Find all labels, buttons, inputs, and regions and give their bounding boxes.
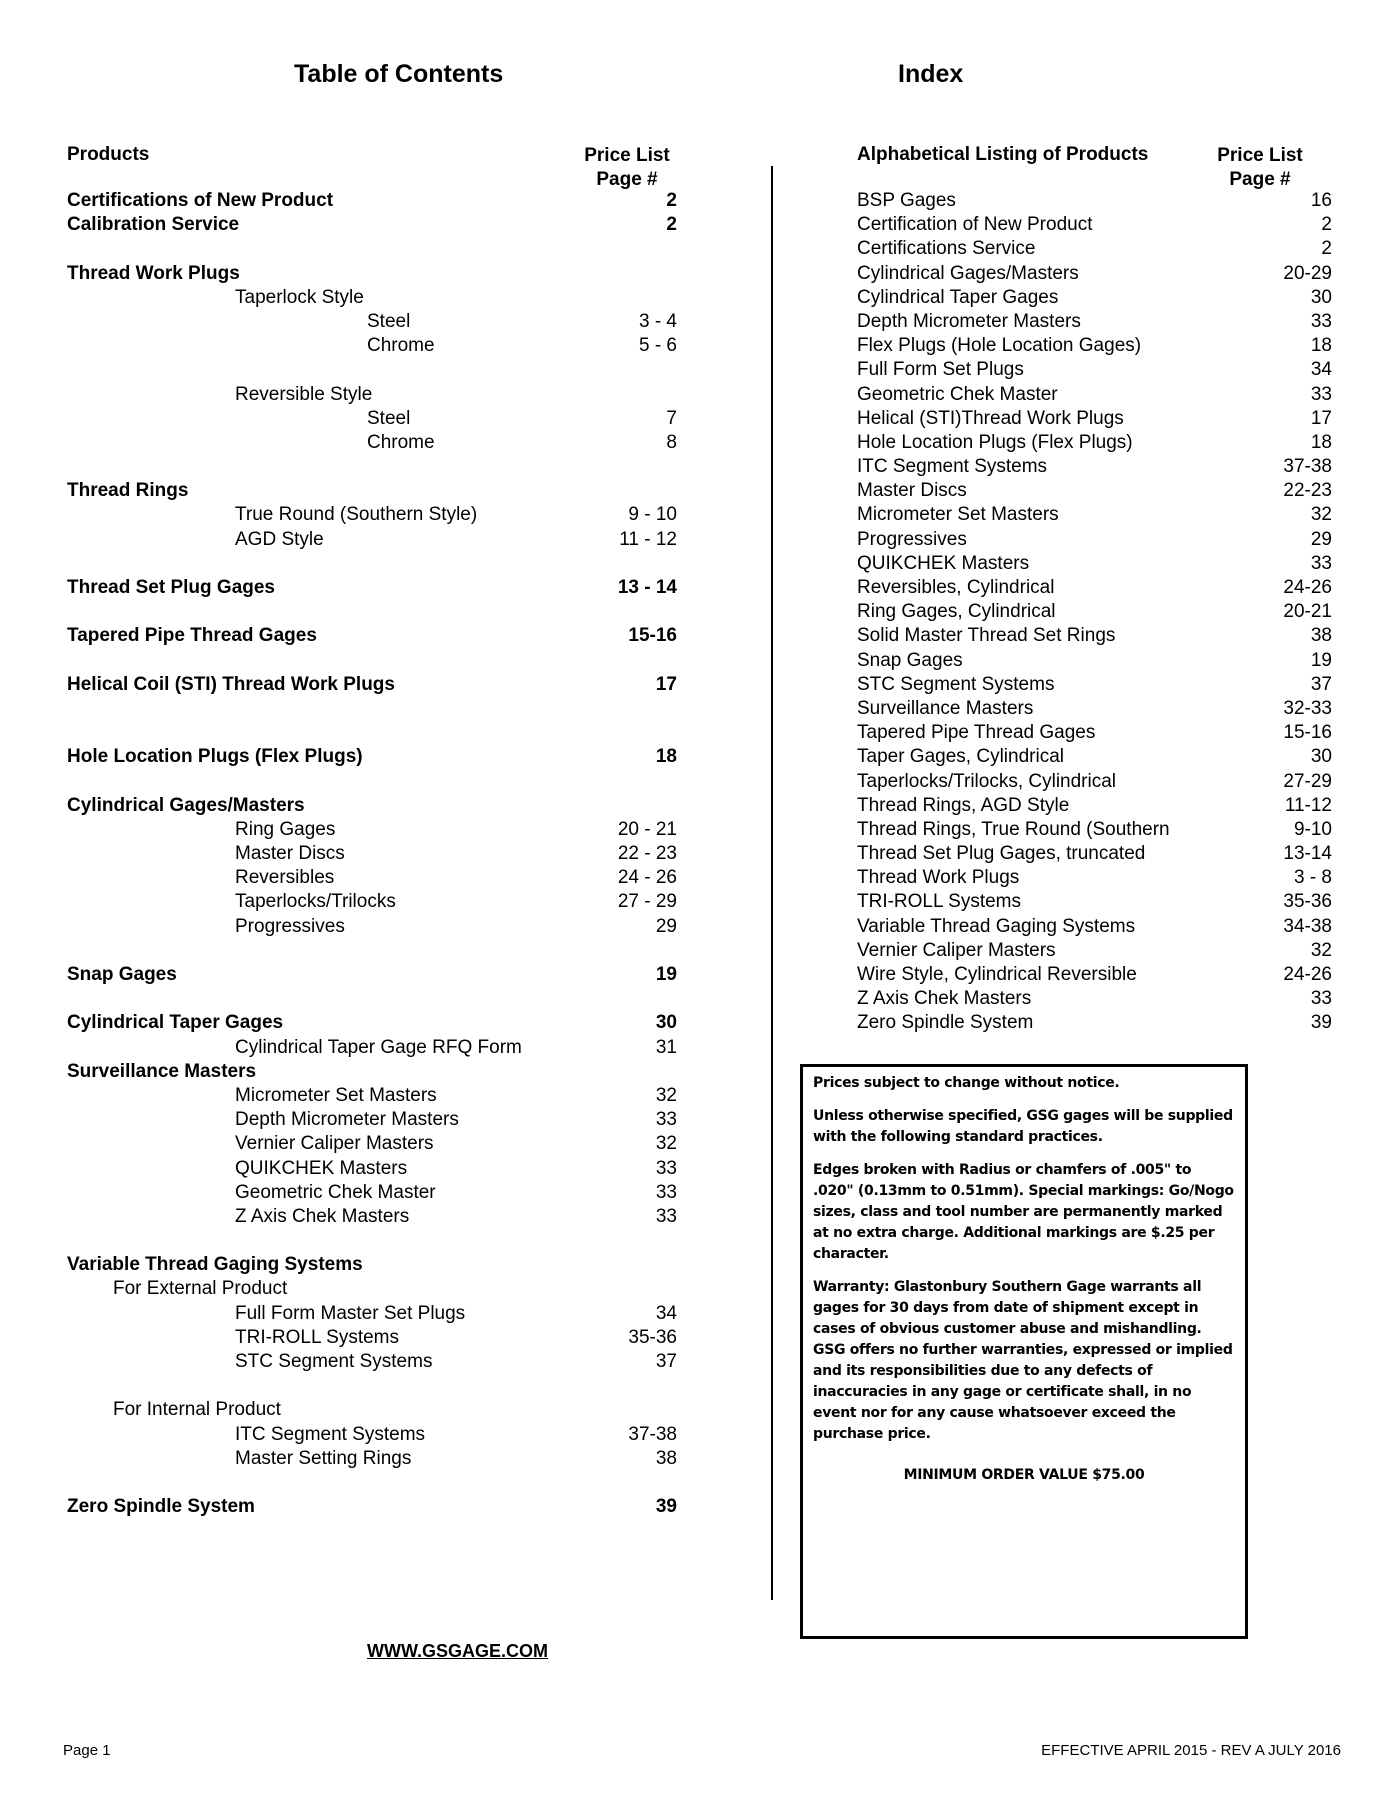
index-entry-page: 30	[1310, 746, 1332, 768]
toc-row	[67, 673, 677, 697]
toc-entry-page: 13 - 14	[617, 577, 677, 598]
toc-entry-page: 37	[655, 1351, 677, 1372]
index-entry-name: Snap Gages	[857, 649, 963, 671]
index-entry-page: 2	[1321, 214, 1332, 236]
toc-row	[67, 770, 677, 794]
index-row	[857, 673, 1332, 697]
toc-row	[67, 1229, 677, 1253]
index-entry-name: Ring Gages, Cylindrical	[857, 601, 1056, 623]
toc-title: Table of Contents	[294, 60, 504, 88]
index-entry-name: Cylindrical Gages/Masters	[857, 262, 1079, 284]
index-row	[857, 479, 1332, 503]
index-row	[857, 286, 1332, 310]
index-row	[857, 383, 1332, 407]
toc-entry-page: 31	[655, 1036, 677, 1058]
index-entry-name: Depth Micrometer Masters	[857, 310, 1081, 332]
notice-standard: Unless otherwise specified, GSG gages will be supplied with the following standard practices.	[813, 1108, 1233, 1145]
index-entry-page: 39	[1310, 1012, 1332, 1034]
toc-entry-page: 32	[655, 1133, 677, 1155]
index-row	[857, 939, 1332, 963]
toc-header-products: Products	[67, 144, 150, 165]
toc-entry-name: Cylindrical Taper Gages	[67, 1012, 284, 1034]
index-row	[857, 189, 1332, 213]
index-entry-name: Vernier Caliper Masters	[857, 939, 1056, 961]
index-row	[857, 963, 1332, 987]
index-rows	[857, 189, 1332, 1036]
toc-row	[67, 987, 677, 1011]
toc-rows	[67, 189, 677, 1519]
toc-entry-page: 11 - 12	[619, 528, 677, 550]
toc-row	[67, 1471, 677, 1495]
index-entry-name: Variable Thread Gaging Systems	[857, 915, 1136, 937]
toc-row	[67, 890, 677, 914]
toc-entry-name: For External Product	[113, 1278, 288, 1300]
index-row	[857, 770, 1332, 794]
index-entry-page: 32	[1310, 939, 1332, 961]
index-entry-name: Full Form Set Plugs	[857, 359, 1024, 381]
toc-entry-name: Thread Rings	[67, 480, 189, 502]
index-entry-name: QUIKCHEK Masters	[857, 552, 1030, 574]
toc-entry-name: Z Axis Chek Masters	[235, 1205, 410, 1227]
index-row	[857, 624, 1332, 648]
index-entry-page: 32-33	[1283, 697, 1332, 719]
toc-entry-page: 34	[655, 1302, 677, 1324]
index-entry-page: 35-36	[1283, 891, 1332, 913]
index-row	[857, 721, 1332, 745]
index-entry-page: 27-29	[1283, 770, 1332, 792]
index-row	[857, 866, 1332, 890]
toc-entry-page: 15-16	[628, 625, 677, 647]
toc-entry-name: Vernier Caliper Masters	[235, 1133, 434, 1155]
toc-row	[67, 1108, 677, 1132]
index-entry-name: Taper Gages, Cylindrical	[857, 746, 1064, 768]
index-row	[857, 915, 1332, 939]
toc-row	[67, 1302, 677, 1326]
index-entry-page: 11-12	[1284, 794, 1332, 816]
index-row	[857, 818, 1332, 842]
toc-entry-page: 18	[655, 746, 677, 768]
toc-row	[67, 1157, 677, 1181]
toc-row	[67, 1447, 677, 1471]
toc-entry-name: Tapered Pipe Thread Gages	[67, 625, 317, 647]
index-entry-page: 38	[1310, 625, 1332, 647]
index-entry-page: 37-38	[1283, 456, 1332, 478]
toc-entry-name: Cylindrical Taper Gage RFQ Form	[235, 1036, 522, 1058]
toc-entry-name: Hole Location Plugs (Flex Plugs)	[67, 746, 363, 768]
index	[857, 141, 1332, 1036]
toc-entry-name: Thread Work Plugs	[67, 262, 240, 284]
index-entry-page: 17	[1310, 407, 1332, 429]
toc-row	[67, 818, 677, 842]
toc-entry-name: Variable Thread Gaging Systems	[67, 1254, 363, 1276]
toc-row	[67, 842, 677, 866]
toc-entry-name: Geometric Chek Master	[235, 1181, 436, 1203]
index-entry-name: Cylindrical Taper Gages	[857, 286, 1059, 308]
index-entry-name: ITC Segment Systems	[857, 456, 1048, 478]
toc-row	[67, 189, 677, 213]
index-entry-page: 33	[1310, 383, 1332, 405]
toc-entry-page: 37-38	[628, 1423, 677, 1445]
toc-row	[67, 407, 677, 431]
index-entry-page: 13-14	[1283, 843, 1332, 865]
toc-entry-page: 2	[666, 214, 677, 236]
toc-row	[67, 286, 677, 310]
index-entry-name: Tapered Pipe Thread Gages	[857, 722, 1096, 744]
toc-entry-name: STC Segment Systems	[235, 1351, 433, 1372]
toc-entry-name: Helical Coil (STI) Thread Work Plugs	[67, 673, 395, 695]
index-row	[857, 407, 1332, 431]
index-header-price	[1200, 144, 1320, 192]
toc-row	[67, 455, 677, 479]
index-entry-page: 30	[1310, 286, 1332, 308]
toc-row	[67, 1181, 677, 1205]
toc-row	[67, 1423, 677, 1447]
toc-row	[67, 310, 677, 334]
index-row	[857, 455, 1332, 479]
toc-row	[67, 721, 677, 745]
toc-entry-page: 32	[655, 1084, 677, 1106]
toc-row	[67, 383, 677, 407]
index-entry-name: BSP Gages	[857, 190, 956, 211]
index-row	[857, 237, 1332, 261]
index-entry-page: 37	[1310, 673, 1332, 695]
index-entry-name: Certification of New Product	[857, 214, 1093, 236]
toc-entry-name: Snap Gages	[67, 964, 177, 985]
toc-header-page: Page #	[596, 169, 658, 190]
toc-row	[67, 745, 677, 769]
toc-row	[67, 1350, 677, 1374]
toc-entry-name: Reversible Style	[235, 383, 373, 405]
toc-entry-page: 19	[655, 964, 677, 985]
toc-entry-name: Chrome	[367, 431, 435, 453]
toc-row	[67, 649, 677, 673]
toc-row	[67, 1374, 677, 1398]
toc-row	[67, 431, 677, 455]
toc-row	[67, 963, 677, 987]
toc-entry-name: Cylindrical Gages/Masters	[67, 794, 305, 816]
column-divider	[771, 166, 773, 1600]
toc-entry-page: 22 - 23	[617, 843, 677, 865]
toc-entry-name: For Internal Product	[113, 1399, 281, 1421]
toc-entry-page: 39	[655, 1496, 677, 1518]
index-header-listing: Alphabetical Listing of Products	[857, 144, 1149, 165]
index-entry-page: 29	[1310, 528, 1332, 550]
toc-entry-name: Surveillance Masters	[67, 1060, 257, 1082]
index-row	[857, 697, 1332, 721]
toc-header	[67, 141, 677, 189]
toc-entry-page: 9 - 10	[628, 504, 677, 526]
toc-entry-page: 38	[655, 1447, 677, 1469]
index-entry-page: 24-26	[1283, 964, 1332, 985]
index-row	[857, 745, 1332, 769]
index-entry-page: 22-23	[1283, 480, 1332, 502]
toc-entry-page: 17	[655, 673, 677, 695]
index-row	[857, 1011, 1332, 1035]
index-entry-page: 33	[1310, 310, 1332, 332]
index-entry-name: Reversibles, Cylindrical	[857, 577, 1055, 598]
index-entry-name: Certifications Service	[857, 238, 1036, 260]
index-entry-name: Flex Plugs (Hole Location Gages)	[857, 335, 1142, 357]
toc-entry-page: 33	[655, 1109, 677, 1131]
toc-entry-name: Depth Micrometer Masters	[235, 1109, 459, 1131]
index-row	[857, 842, 1332, 866]
index-entry-page: 34-38	[1283, 915, 1332, 937]
toc-entry-name: TRI-ROLL Systems	[235, 1326, 399, 1348]
website-link[interactable]: WWW.GSGAGE.COM	[367, 1641, 548, 1661]
toc-row	[67, 237, 677, 261]
toc-row	[67, 1036, 677, 1060]
toc-entry-name: Steel	[367, 407, 411, 429]
index-row	[857, 794, 1332, 818]
index-row	[857, 987, 1332, 1011]
toc-header-price	[567, 144, 687, 192]
index-row	[857, 890, 1332, 914]
index-entry-page: 20-21	[1283, 601, 1332, 623]
toc-row	[67, 334, 677, 358]
toc-entry-name: Full Form Master Set Plugs	[235, 1302, 466, 1324]
toc-entry-page: 24 - 26	[617, 867, 677, 889]
toc-entry-name: ITC Segment Systems	[235, 1423, 426, 1445]
toc-row	[67, 1060, 677, 1084]
index-row	[857, 431, 1332, 455]
toc-row	[67, 1084, 677, 1108]
toc-entry-page: 3 - 4	[638, 310, 677, 332]
toc-row	[67, 866, 677, 890]
index-entry-page: 3 - 8	[1293, 867, 1332, 889]
index-entry-name: Hole Location Plugs (Flex Plugs)	[857, 431, 1133, 453]
index-entry-page: 20-29	[1283, 262, 1332, 284]
index-entry-name: Zero Spindle System	[857, 1012, 1034, 1034]
table-of-contents	[67, 141, 677, 1519]
notice-prices: Prices subject to change without notice.	[813, 1075, 1120, 1091]
toc-row	[67, 939, 677, 963]
index-entry-page: 18	[1310, 335, 1332, 357]
index-row	[857, 649, 1332, 673]
toc-entry-page: 29	[655, 915, 677, 937]
index-entry-name: Helical (STI)Thread Work Plugs	[857, 407, 1124, 429]
toc-row	[67, 1326, 677, 1350]
toc-entry-name: Taperlock Style	[235, 286, 364, 308]
toc-entry-page: 8	[666, 431, 677, 453]
index-row	[857, 576, 1332, 600]
toc-row	[67, 479, 677, 503]
toc-entry-page: 35-36	[628, 1326, 677, 1348]
toc-entry-name: True Round (Southern Style)	[235, 504, 478, 526]
toc-entry-name: Master Discs	[235, 843, 345, 865]
toc-entry-name: AGD Style	[235, 528, 324, 550]
toc-entry-page: 20 - 21	[617, 818, 677, 840]
toc-entry-name: Taperlocks/Trilocks	[235, 891, 396, 913]
index-row	[857, 358, 1332, 382]
toc-row	[67, 1132, 677, 1156]
index-row	[857, 552, 1332, 576]
index-entry-name: Solid Master Thread Set Rings	[857, 625, 1116, 647]
index-entry-name: Wire Style, Cylindrical Reversible	[857, 964, 1137, 985]
index-row	[857, 600, 1332, 624]
index-entry-page: 15-16	[1283, 722, 1332, 744]
toc-entry-page: 30	[655, 1012, 677, 1034]
index-header-price-list: Price List	[1217, 145, 1303, 166]
terms-notice-box	[800, 1064, 1248, 1639]
index-entry-page: 33	[1310, 988, 1332, 1010]
toc-entry-page: 27 - 29	[617, 891, 677, 913]
toc-entry-page: 7	[666, 407, 677, 429]
effective-date: EFFECTIVE APRIL 2015 - REV A JULY 2016	[1041, 1742, 1341, 1759]
page-number: Page 1	[63, 1742, 111, 1759]
toc-entry-name: Micrometer Set Masters	[235, 1084, 437, 1106]
toc-row	[67, 358, 677, 382]
toc-row	[67, 624, 677, 648]
index-header	[857, 141, 1332, 189]
index-entry-name: TRI-ROLL Systems	[857, 891, 1021, 913]
index-entry-page: 2	[1321, 238, 1332, 260]
index-entry-name: STC Segment Systems	[857, 673, 1055, 695]
toc-row	[67, 915, 677, 939]
notice-warranty: Warranty: Glastonbury Southern Gage warrants all gages for 30 days from date of shipment except in cases of obvious customer abuse and mishandling. GSG offers no further warranties, expressed or implied and its responsibilities due to any defects of inaccuracies in any gage or certificate shall, in no event nor for any cause whatsoever exceed the purchase price.	[813, 1279, 1233, 1442]
toc-row	[67, 552, 677, 576]
index-entry-page: 24-26	[1283, 577, 1332, 598]
toc-entry-page: 33	[655, 1205, 677, 1227]
toc-row	[67, 697, 677, 721]
toc-row	[67, 600, 677, 624]
index-entry-page: 9-10	[1293, 818, 1332, 840]
notice-minimum-order: MINIMUM ORDER VALUE $75.00	[903, 1467, 1145, 1483]
index-title: Index	[898, 60, 964, 88]
index-entry-name: Thread Rings, AGD Style	[857, 794, 1070, 816]
index-entry-page: 32	[1310, 504, 1332, 526]
toc-row	[67, 794, 677, 818]
index-row	[857, 503, 1332, 527]
toc-entry-name: Thread Set Plug Gages	[67, 577, 275, 598]
index-entry-page: 18	[1310, 431, 1332, 453]
index-entry-name: Surveillance Masters	[857, 697, 1034, 719]
toc-entry-name: Steel	[367, 310, 411, 332]
toc-row	[67, 528, 677, 552]
index-row	[857, 213, 1332, 237]
index-entry-name: Geometric Chek Master	[857, 383, 1058, 405]
index-entry-page: 16	[1310, 190, 1332, 211]
toc-entry-name: Reversibles	[235, 867, 335, 889]
index-entry-name: Taperlocks/Trilocks, Cylindrical	[857, 770, 1117, 792]
index-entry-name: Progressives	[857, 528, 967, 550]
notice-edges: Edges broken with Radius or chamfers of .005" to .020" (0.13mm to 0.51mm). Special markings: Go/Nogo sizes, class and tool number are permanently marked at no extra charge. Additional markings are $.25 per character.	[813, 1162, 1234, 1262]
toc-entry-page: 2	[666, 190, 677, 211]
index-header-page: Page #	[1229, 169, 1291, 190]
toc-entry-page: 33	[655, 1181, 677, 1203]
toc-entry-name: Zero Spindle System	[67, 1496, 255, 1518]
index-entry-page: 34	[1310, 359, 1332, 381]
index-entry-name: Thread Work Plugs	[857, 867, 1020, 889]
toc-entry-name: Progressives	[235, 915, 345, 937]
toc-row	[67, 262, 677, 286]
toc-entry-name: Chrome	[367, 335, 435, 357]
index-entry-name: Micrometer Set Masters	[857, 504, 1059, 526]
toc-entry-page: 33	[655, 1157, 677, 1179]
index-entry-page: 33	[1310, 552, 1332, 574]
index-entry-page: 19	[1310, 649, 1332, 671]
index-row	[857, 310, 1332, 334]
index-entry-name: Thread Rings, True Round (Southern	[857, 818, 1170, 840]
toc-entry-name: Ring Gages	[235, 818, 336, 840]
index-entry-name: Thread Set Plug Gages, truncated	[857, 843, 1146, 865]
toc-row	[67, 213, 677, 237]
toc-entry-name: QUIKCHEK Masters	[235, 1157, 408, 1179]
toc-entry-name: Calibration Service	[67, 214, 240, 236]
toc-row	[67, 1398, 677, 1422]
toc-row	[67, 503, 677, 527]
toc-row	[67, 1205, 677, 1229]
toc-entry-name: Certifications of New Product	[67, 190, 334, 211]
toc-entry-name: Master Setting Rings	[235, 1447, 412, 1469]
toc-row	[67, 576, 677, 600]
toc-row	[67, 1495, 677, 1519]
index-row	[857, 528, 1332, 552]
index-entry-name: Master Discs	[857, 480, 967, 502]
index-entry-name: Z Axis Chek Masters	[857, 988, 1032, 1010]
index-row	[857, 334, 1332, 358]
index-row	[857, 262, 1332, 286]
toc-row	[67, 1011, 677, 1035]
toc-row	[67, 1277, 677, 1301]
toc-header-price-list: Price List	[584, 145, 670, 166]
toc-entry-page: 5 - 6	[638, 335, 677, 357]
toc-row	[67, 1253, 677, 1277]
